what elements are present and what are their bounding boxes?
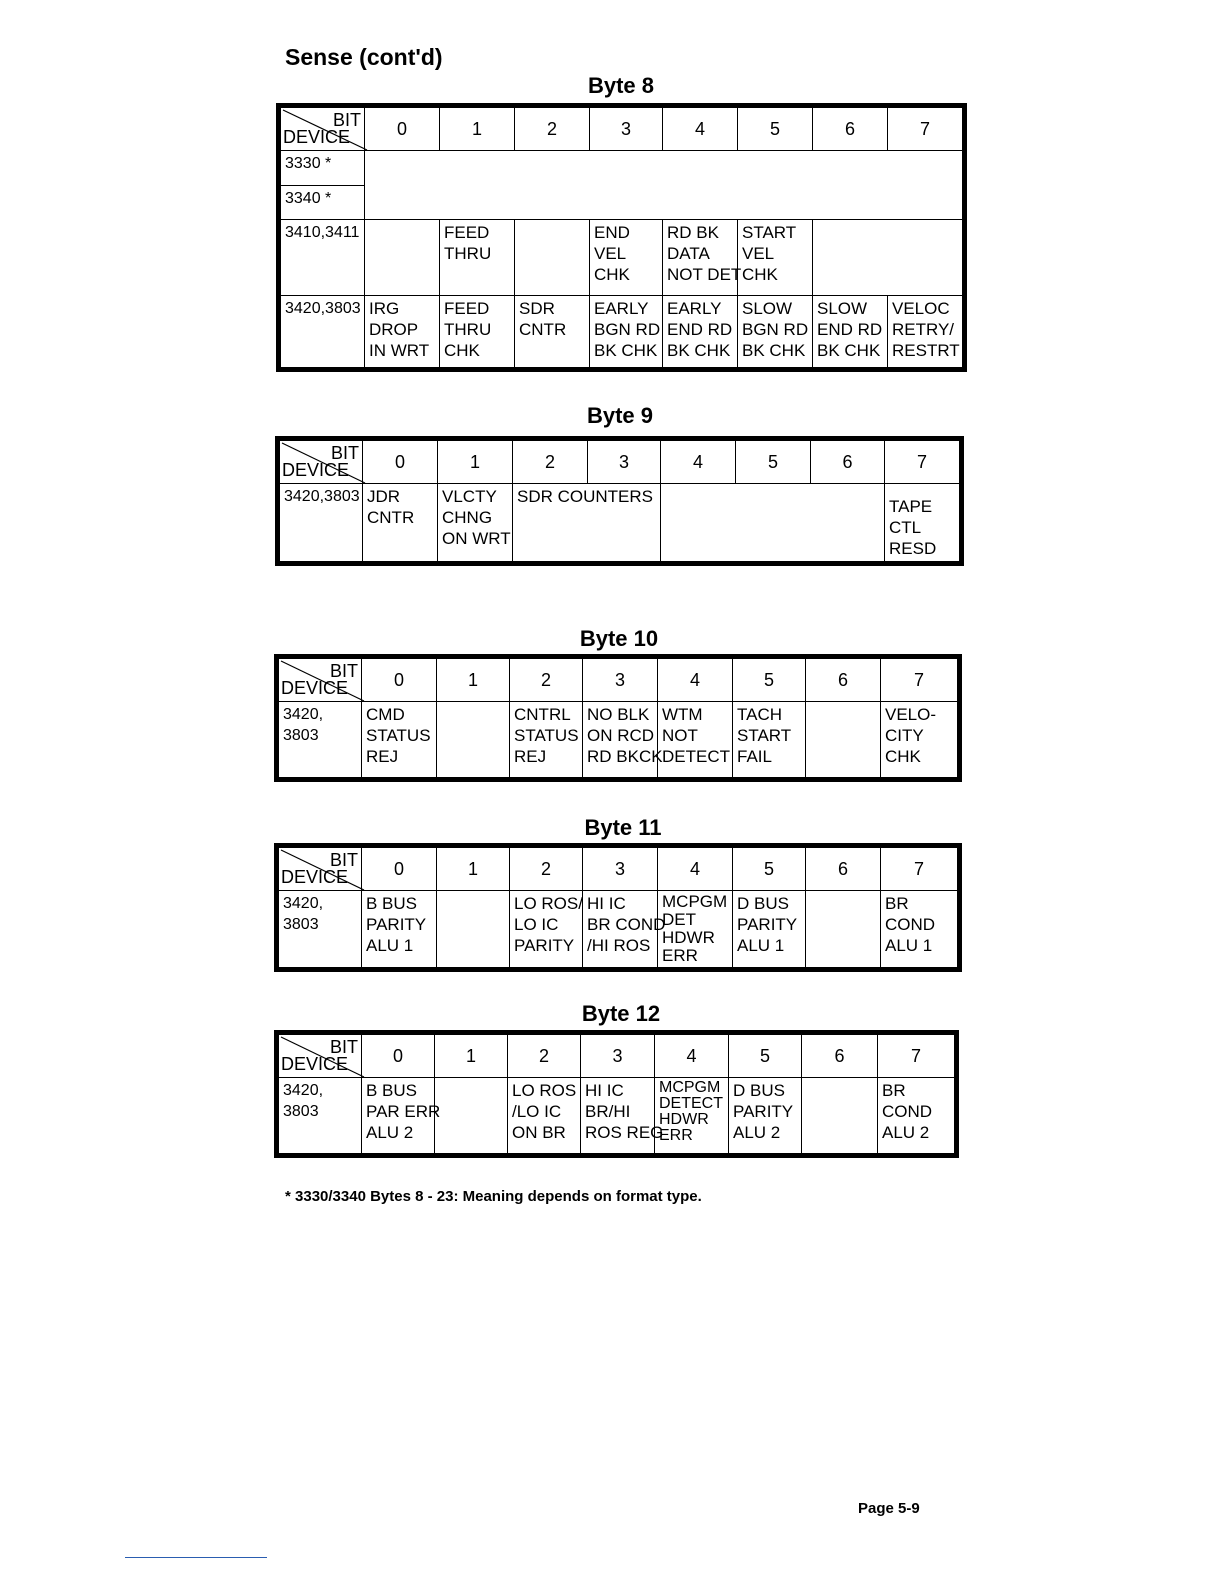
byte9-table (275, 436, 964, 566)
bit-2-header: 2 (508, 1033, 581, 1078)
device-label: DEVICE (281, 678, 349, 698)
bit-cell (437, 891, 510, 970)
bit-cell: MCPGM DET HDWR ERR (658, 891, 733, 970)
header-row (277, 657, 960, 702)
bit-cell: WTM NOT DETECT (658, 702, 733, 780)
bit-0-header: 0 (362, 846, 437, 891)
bit-5-header: 5 (733, 846, 806, 891)
device-label: DEVICE (283, 127, 351, 147)
empty-cell (813, 220, 965, 296)
bit-cell (435, 1078, 508, 1156)
bit-6-header: 6 (806, 846, 881, 891)
corner-header (277, 846, 362, 891)
bit-cell: LO ROS /LO IC ON BR (508, 1078, 581, 1156)
page-title: Sense (cont'd) (285, 44, 443, 70)
corner-header (279, 106, 365, 151)
bit-cell: VELO- CITY CHK (881, 702, 960, 780)
bit-cell: CNTRL STATUS REJ (510, 702, 583, 780)
device-cell: 3420,3803 (278, 484, 363, 564)
bottom-rule (125, 1557, 267, 1558)
bit-4-header: 4 (658, 846, 733, 891)
table-row (277, 702, 960, 780)
bit-cell: JDR CNTR (363, 484, 438, 564)
bit-cell: TAPE CTL RESD (885, 484, 962, 564)
device-cell: 3420, 3803 (277, 702, 362, 780)
device-cell: 3420, 3803 (277, 891, 362, 970)
page-number: Page 5-9 (858, 1500, 920, 1517)
device-label: DEVICE (281, 1054, 349, 1074)
bit-cell: FEED THRU CHK (440, 296, 515, 370)
bit-cell: HI IC BR/HI ROS REG (581, 1078, 655, 1156)
byte8-title: Byte 8 (587, 73, 655, 98)
bit-cell: D BUS PARITY ALU 1 (733, 891, 806, 970)
bit-cell (806, 891, 881, 970)
bit-4-header: 4 (663, 106, 738, 151)
bit-1-header: 1 (440, 106, 515, 151)
table-row (279, 220, 965, 296)
bit-cell: END VEL CHK (590, 220, 663, 296)
bit-3-header: 3 (590, 106, 663, 151)
table-row (278, 484, 962, 564)
bit-4-header: 4 (658, 657, 733, 702)
bit-label: BIT (329, 661, 358, 681)
bit-cell: LO ROS/ LO IC PARITY (510, 891, 583, 970)
table-row (277, 891, 960, 970)
table-row (279, 186, 965, 220)
empty-cell (365, 186, 965, 220)
bit-2-header: 2 (515, 106, 590, 151)
bit-7-header: 7 (881, 846, 960, 891)
bit-cell: TACH START FAIL (733, 702, 806, 780)
byte11-title: Byte 11 (584, 815, 662, 840)
bit-6-header: 6 (802, 1033, 878, 1078)
bit-1-header: 1 (435, 1033, 508, 1078)
bit-2-header: 2 (510, 657, 583, 702)
bit-cell: SDR COUNTERS (513, 484, 661, 564)
bit-cell: NO BLK ON RCD RD BKCK (583, 702, 658, 780)
bit-cell: B BUS PARITY ALU 1 (362, 891, 437, 970)
table-row (277, 1078, 957, 1156)
bit-cell: IRG DROP IN WRT (365, 296, 440, 370)
bit-cell (365, 220, 440, 296)
bit-cell (437, 702, 510, 780)
corner-header (278, 439, 363, 484)
bit-cell: D BUS PARITY ALU 2 (729, 1078, 802, 1156)
footnote: * 3330/3340 Bytes 8 - 23: Meaning depends on format type. (285, 1188, 702, 1205)
bit-cell (515, 220, 590, 296)
device-label: DEVICE (281, 867, 349, 887)
bit-cell (806, 702, 881, 780)
bit-cell: SDR CNTR (515, 296, 590, 370)
bit-1-header: 1 (437, 846, 510, 891)
bit-0-header: 0 (365, 106, 440, 151)
bit-cell: SLOW END RD BK CHK (813, 296, 888, 370)
bit-cell: EARLY BGN RD BK CHK (590, 296, 663, 370)
byte9-title: Byte 9 (586, 403, 654, 428)
bit-cell: START VEL CHK (738, 220, 813, 296)
bit-cell: FEED THRU (440, 220, 515, 296)
corner-header (277, 657, 362, 702)
bit-cell: BR COND ALU 1 (881, 891, 960, 970)
bit-5-header: 5 (736, 439, 811, 484)
bit-5-header: 5 (738, 106, 813, 151)
bit-5-header: 5 (729, 1033, 802, 1078)
bit-0-header: 0 (362, 1033, 435, 1078)
bit-cell (802, 1078, 878, 1156)
bit-7-header: 7 (885, 439, 962, 484)
bit-label: BIT (329, 1037, 358, 1057)
bit-1-header: 1 (438, 439, 513, 484)
bit-7-header: 7 (881, 657, 960, 702)
bit-6-header: 6 (806, 657, 881, 702)
bit-cell: EARLY END RD BK CHK (663, 296, 738, 370)
bit-3-header: 3 (581, 1033, 655, 1078)
bit-0-header: 0 (362, 657, 437, 702)
device-cell: 3330 * (279, 151, 365, 186)
bit-cell: VELOC RETRY/ RESTRT (888, 296, 965, 370)
bit-label: BIT (329, 850, 358, 870)
byte12-table (274, 1030, 959, 1158)
bit-cell: VLCTY CHNG ON WRT (438, 484, 513, 564)
device-cell: 3420, 3803 (277, 1078, 362, 1156)
bit-cell: RD BK DATA NOT DET (663, 220, 738, 296)
bit-cell: HI IC BR COND /HI ROS (583, 891, 658, 970)
device-cell: 3340 * (279, 186, 365, 220)
byte8-table (276, 103, 967, 372)
table-row (279, 296, 965, 370)
bit-label: BIT (330, 443, 359, 463)
bit-4-header: 4 (655, 1033, 729, 1078)
bit-2-header: 2 (510, 846, 583, 891)
header-row (277, 1033, 957, 1078)
bit-label: BIT (332, 110, 361, 130)
bit-3-header: 3 (588, 439, 661, 484)
bit-7-header: 7 (878, 1033, 957, 1078)
header-row (278, 439, 962, 484)
bit-0-header: 0 (363, 439, 438, 484)
device-label: DEVICE (282, 460, 350, 480)
table-row (279, 151, 965, 186)
corner-header (277, 1033, 362, 1078)
bit-2-header: 2 (513, 439, 588, 484)
bit-3-header: 3 (583, 846, 658, 891)
bit-5-header: 5 (733, 657, 806, 702)
bit-cell: CMD STATUS REJ (362, 702, 437, 780)
bit-4-header: 4 (661, 439, 736, 484)
device-cell: 3410,3411 (279, 220, 365, 296)
bit-cell: B BUS PAR ERR ALU 2 (362, 1078, 435, 1156)
byte10-table (274, 654, 962, 782)
bit-6-header: 6 (813, 106, 888, 151)
header-row (277, 846, 960, 891)
byte12-title: Byte 12 (581, 1001, 661, 1026)
bit-cell: MCPGM DETECT HDWR ERR (655, 1078, 729, 1156)
bit-7-header: 7 (888, 106, 965, 151)
byte10-title: Byte 10 (579, 626, 659, 651)
device-cell: 3420,3803 (279, 296, 365, 370)
bit-cell (661, 484, 885, 564)
bit-1-header: 1 (437, 657, 510, 702)
byte11-table (274, 843, 962, 972)
bit-6-header: 6 (811, 439, 885, 484)
empty-cell (365, 151, 965, 186)
bit-cell: SLOW BGN RD BK CHK (738, 296, 813, 370)
bit-cell: BR COND ALU 2 (878, 1078, 957, 1156)
bit-3-header: 3 (583, 657, 658, 702)
header-row (279, 106, 965, 151)
